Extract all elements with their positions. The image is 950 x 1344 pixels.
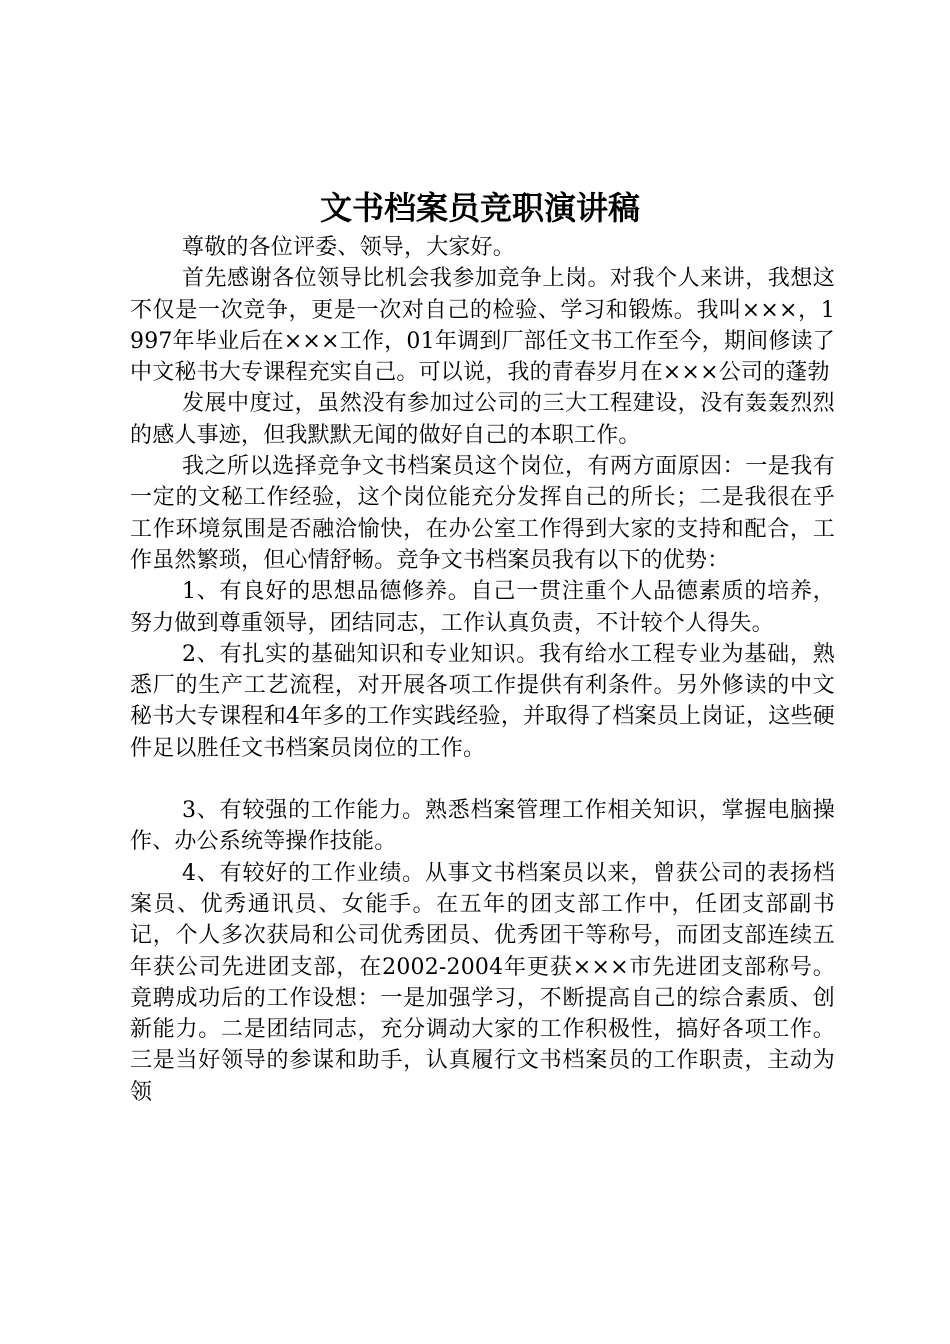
paragraph-advantage-4: 4、有较好的工作业绩。从事文书档案员以来，曾获公司的表扬档案员、优秀通讯员、女能手。在五年的团支部工作中，任团支部副书记，个人多次获局和公司优秀团员、优秀团干等称号，而团支部连续五年获公司先进团支部，在2002-2004年更获×××市先进团支部称号。竟聘成功后的工作设想：一是加强学习，不断提高自己的综合素质、创新能力。二是团结同志，充分调动大家的工作积极性，搞好各项工作。三是当好领导的参谋和助手，认真履行文书档案员的工作职责，主动为领 — [130, 860, 835, 1105]
paragraph-advantage-2: 2、有扎实的基础知识和专业知识。我有给水工程专业为基础，熟悉厂的生产工艺流程，对开展各项工作提供有利条件。另外修读的中文秘书大专课程和4年多的工作实践经验，并取得了档案员上岗证，这些硬件足以胜任文书档案员岗位的工作。 — [130, 641, 835, 761]
paragraph-advantage-3: 3、有较强的工作能力。熟悉档案管理工作相关知识，掌握电脑操作、办公系统等操作技能。 — [130, 798, 835, 855]
paragraph-reasons: 我之所以选择竞争文书档案员这个岗位，有两方面原因：一是我有一定的文秘工作经验，这个岗位能充分发挥自己的所长；二是我很在乎工作环境氛围是否融洽愉快，在办公室工作得到大家的支持和配合，工作虽然繁琐，但心情舒畅。竞争文书档案员我有以下的优势： — [130, 454, 835, 573]
paragraph-advantage-1: 1、有良好的思想品德修养。自己一贯注重个人品德素质的培养，努力做到尊重领导，团结同志，工作认真负责，不计较个人得失。 — [130, 579, 835, 636]
document-title: 文书档案员竞职演讲稿 — [319, 189, 640, 227]
paragraph-greeting: 尊敬的各位评委、领导，大家好。 — [182, 235, 516, 260]
document-body — [130, 232, 835, 1108]
paragraph-introduction: 首先感谢各位领导比机会我参加竞争上岗。对我个人来讲，我想这不仅是一次竞争，更是一次对自己的检验、学习和锻炼。我叫×××，1997年毕业后在×××工作，01年调到厂部任文书工作至今，期间修读了中文秘书大专课程充实自己。可以说，我的青春岁月在×××公司的蓬勃 — [130, 266, 835, 386]
paragraph-introduction-continued: 发展中度过，虽然没有参加过公司的三大工程建设，没有轰轰烈烈的感人事迹，但我默默无闻的做好自己的本职工作。 — [130, 391, 835, 448]
